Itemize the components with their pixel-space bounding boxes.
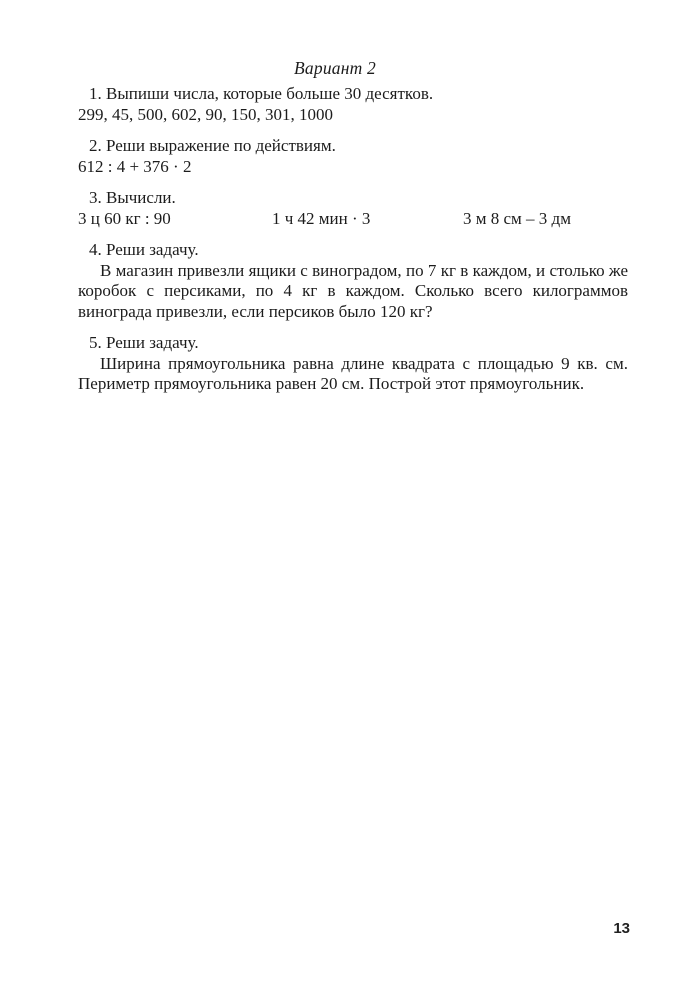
- task-3-heading: 3. Вычисли.: [89, 188, 176, 207]
- variant-title: Вариант 2: [294, 58, 376, 78]
- page-number: 13: [613, 920, 630, 937]
- task-3-expression-2: 1 ч 42 мин · 3: [272, 208, 371, 228]
- task-3-expression-3: 3 м 8 см – 3 дм: [463, 208, 571, 228]
- task-1: [78, 84, 630, 125]
- task-5-heading: 5. Реши задачу.: [89, 333, 199, 352]
- task-4-heading: 4. Реши задачу.: [89, 240, 199, 259]
- task-3-expression-1: 3 ц 60 кг : 90: [78, 208, 171, 228]
- task-1-heading: 1. Выпиши числа, которые больше 30 десятков.: [89, 84, 434, 103]
- task-3-expressions-row: [78, 209, 630, 230]
- page-content: [78, 58, 630, 937]
- task-4: [78, 240, 630, 322]
- task-2-heading: 2. Реши выражение по действиям.: [89, 136, 336, 155]
- task-4-body: В магазин привезли ящики с виноградом, по 7 кг в каждом, и столько же коробок с персиками, по 4 кг в каждом. Сколько всего килограммов винограда привезли, если персиков было 120 кг?: [78, 260, 628, 321]
- task-2: [78, 136, 630, 177]
- task-2-expression: 612 : 4 + 376 · 2: [78, 156, 192, 176]
- task-5: [78, 333, 630, 395]
- task-3: [78, 188, 630, 229]
- task-5-body: Ширина прямоугольника равна длине квадрата с площадью 9 кв. см. Периметр прямоугольника равен 20 см. Построй этот прямоугольник.: [78, 353, 628, 393]
- task-1-numbers: 299, 45, 500, 602, 90, 150, 301, 1000: [78, 104, 333, 124]
